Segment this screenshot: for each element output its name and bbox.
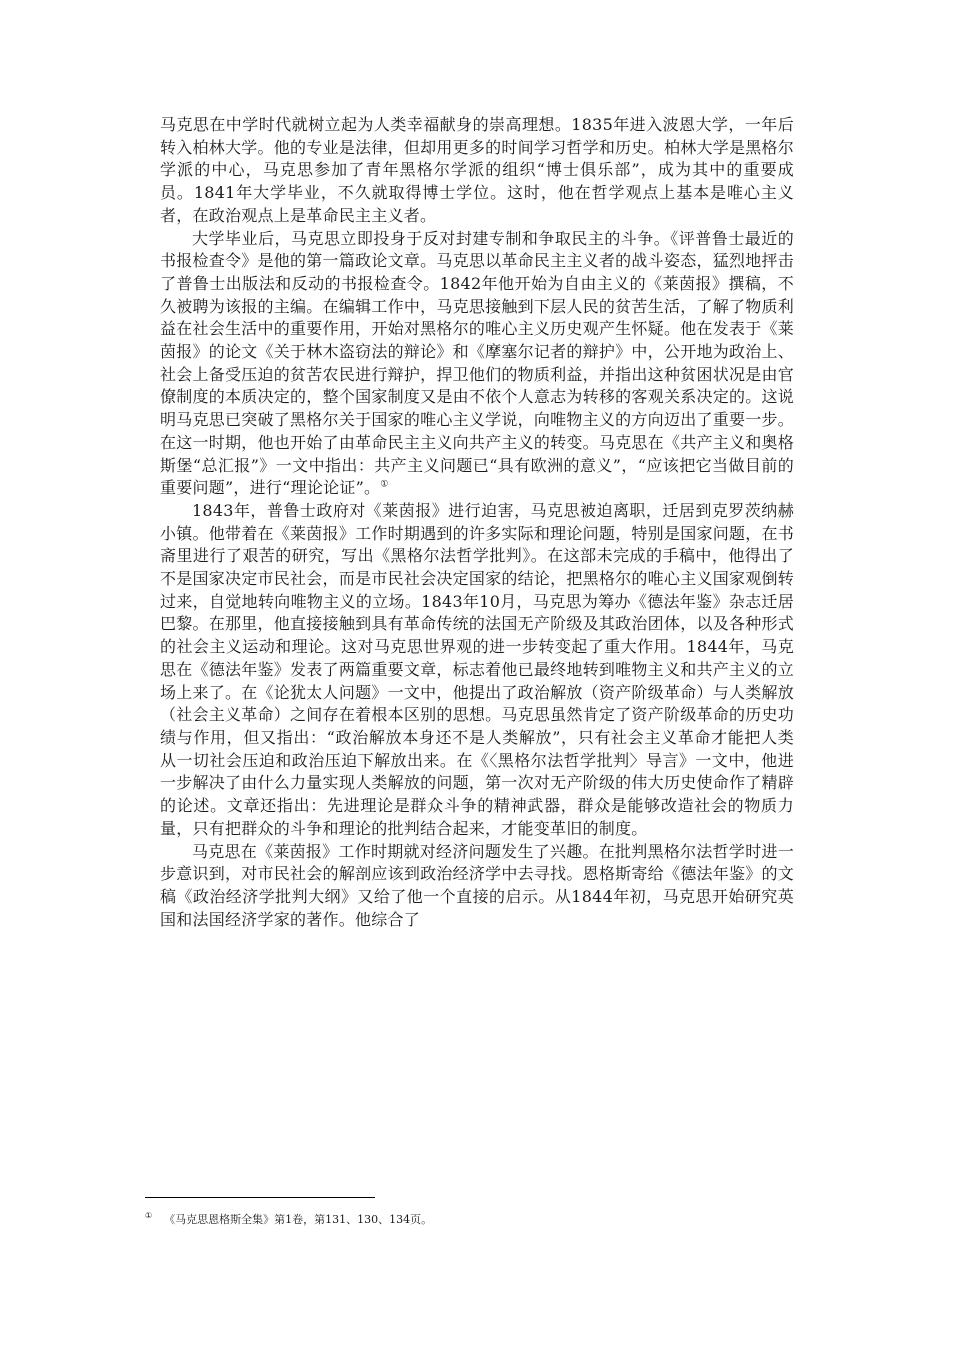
page-body bbox=[160, 114, 794, 931]
footnote-text: 《马克思恩格斯全集》第1卷，第131、130、134页。 bbox=[164, 1213, 433, 1226]
footnote bbox=[145, 1213, 432, 1227]
footnote-divider bbox=[145, 1197, 375, 1198]
footnote-mark: ① bbox=[145, 1211, 153, 1221]
paragraph-4 bbox=[160, 841, 794, 932]
paragraph-4-text: 马克思在《莱茵报》工作时期就对经济问题发生了兴趣。在批判黑格尔法哲学时进一步意识到，对市民社会的解剖应该到政治经济学中去寻找。恩格斯寄给《德法年鉴》的文稿《政治经济学批判大纲》又给了他一个直接的启示。从1844年初，马克思开始研究英国和法国经济学家的著作。他综合了 bbox=[160, 841, 794, 929]
paragraph-2 bbox=[160, 228, 794, 500]
paragraph-1-text: 马克思在中学时代就树立起为人类幸福献身的崇高理想。1835年进入波恩大学，一年后转入柏林大学。他的专业是法律，但却用更多的时间学习哲学和历史。柏林大学是黑格尔学派的中心，马克思参加了青年黑格尔学派的组织“博士俱乐部”，成为其中的重要成员。1841年大学毕业，不久就取得博士学位。这时，他在哲学观点上基本是唯心主义者，在政治观点上是革命民主主义者。 bbox=[160, 115, 794, 225]
paragraph-3 bbox=[160, 500, 794, 841]
paragraph-3-text: 1843年，普鲁士政府对《莱茵报》进行迫害，马克思被迫离职，迁居到克罗茨纳赫小镇。他带着在《莱茵报》工作时期遇到的许多实际和理论问题，特别是国家问题，在书斋里进行了艰苦的研究，写出《黑格尔法哲学批判》。在这部未完成的手稿中，他得出了不是国家决定市民社会，而是市民社会决定国家的结论，把黑格尔的唯心主义国家观倒转过来，自觉地转向唯物主义的立场。1843年10月，马克思为筹办《德法年鉴》杂志迁居巴黎。在那里，他直接接触到具有革命传统的法国无产阶级及其政治团体，以及各种形式的社会主义运动和理论。这对马克思世界观的进一步转变起了重大作用。1844年，马克思在《德法年鉴》发表了两篇重要文章，标志着他已最终地转到唯物主义和共产主义的立场上来了。在《论犹太人问题》一文中，他提出了政治解放（资产阶级革命）与人类解放（社会主义革命）之间存在着根本区别的思想。马克思虽然肯定了资产阶级革命的历史功绩与作用，但又指出：“政治解放本身还不是人类解放”，只有社会主义革命才能把人类从一切社会压迫和政治压迫下解放出来。在《〈黑格尔法哲学批判〉导言》一文中，他进一步解决了由什么力量实现人类解放的问题，第一次对无产阶级的伟大历史使命作了精辟的论述。文章还指出：先进理论是群众斗争的精神武器，群众是能够改造社会的物质力量，只有把群众的斗争和理论的批判结合起来，才能变革旧的制度。 bbox=[160, 500, 794, 838]
paragraph-2-text: 大学毕业后，马克思立即投身于反对封建专制和争取民主的斗争。《评普鲁士最近的书报检查令》是他的第一篇政论文章。马克思以革命民主主义者的战斗姿态，猛烈地抨击了普鲁士出版法和反动的书报检查令。1842年他开始为自由主义的《莱茵报》撰稿，不久被聘为该报的主编。在编辑工作中，马克思接触到下层人民的贫苦生活，了解了物质利益在社会生活中的重要作用，开始对黑格尔的唯心主义历史观产生怀疑。他在发表于《莱茵报》的论文《关于林木盗窃法的辩论》和《摩塞尔记者的辩护》中，公开地为政治上、社会上备受压迫的贫苦农民进行辩护，捍卫他们的物质利益，并指出这种贫困状况是由官僚制度的本质决定的，整个国家制度又是由不依个人意志为转移的客观关系决定的。这说明马克思已突破了黑格尔关于国家的唯心主义学说，向唯物主义的方向迈出了重要一步。在这一时期，他也开始了由革命民主主义向共产主义的转变。马克思在《共产主义和奥格斯堡“总汇报”》一文中指出：共产主义问题已“具有欧洲的意义”，“应该把它当做目前的重要问题”，进行“理论论证”。 bbox=[160, 228, 794, 498]
paragraph-1 bbox=[160, 114, 794, 228]
footnote-reference: ① bbox=[380, 479, 389, 490]
